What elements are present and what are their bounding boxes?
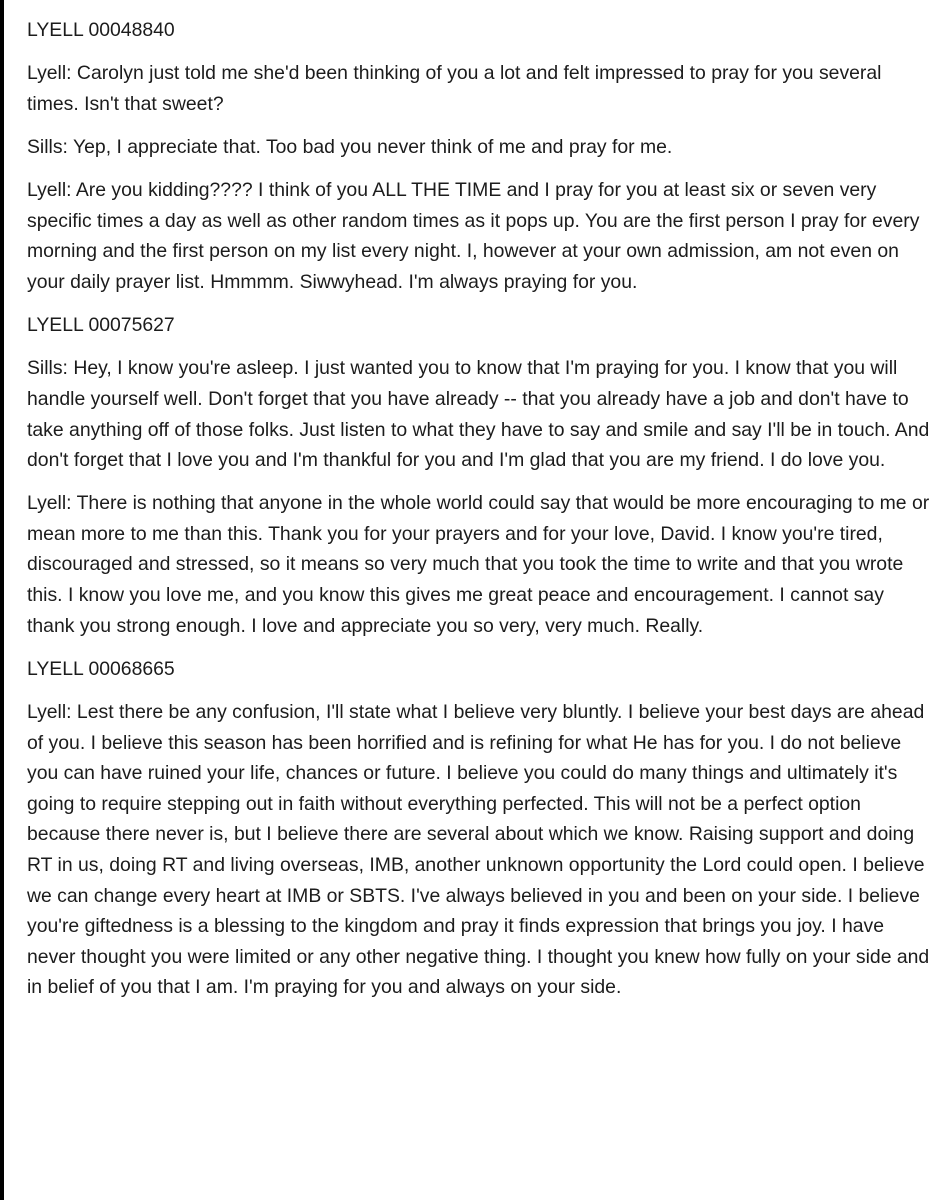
message-lyell-carolyn-prayer: Lyell: Carolyn just told me she'd been thinking of you a lot and felt impressed to pray for you several times. Isn't that sweet? [27,62,882,115]
left-border-rule [0,0,4,1200]
document-body [27,15,932,1016]
message-sills-reply: Sills: Yep, I appreciate that. Too bad you never think of me and pray for me. [27,135,673,158]
message-lyell-encouraging: Lyell: There is nothing that anyone in the whole world could say that would be more encouraging to me or mean more to me than this. Thank you for your prayers and for your love, David. I know you're tired, discouraged and stressed, so it means so very much that you took the time to write and that you wrote this. I know you love me, and you know this gives me great peace and encouragement. I cannot say thank you strong enough. I love and appreciate you so very, very much. Really. [27,492,930,637]
bates-number-3: LYELL 00068665 [27,657,175,680]
bates-number-2: LYELL 00075627 [27,314,175,337]
message-lyell-all-the-time: Lyell: Are you kidding???? I think of you ALL THE TIME and I pray for you at least six or seven very specific times a day as well as other random times as it pops up. You are the first person I pray for every morning and the first person on my list every night. I, however at your own admission, am not even on your daily prayer list. Hmmmm. Siwwyhead. I'm always praying for you. [27,179,920,293]
message-sills-praying: Sills: Hey, I know you're asleep. I just wanted you to know that I'm praying for you. I know that you will handle yourself well. Don't forget that you have already -- that you already have a job and don't have to take anything off of those folks. Just listen to what they have to say and smile and say I'll be in touch. And don't forget that I love you and I'm thankful for you and I'm glad that you are my friend. I do love you. [27,357,930,472]
bates-number-1: LYELL 00048840 [27,19,175,41]
message-lyell-bluntly: Lyell: Lest there be any confusion, I'll state what I believe very bluntly. I believe your best days are ahead of you. I believe this season has been horrified and is refining for what He has for you. I do not believe you can have ruined your life, chances or future. I believe you could do many things and ultimately it's going to require stepping out in faith without everything perfected. This will not be a perfect option because there never is, but I believe there are several about which we know. Raising support and doing RT in us, doing RT and living overseas, IMB, another unknown opportunity the Lord could open. I believe we can change every heart at IMB or SBTS. I've always believed in you and been on your side. I believe you're giftedness is a blessing to the kingdom and pray it finds expression that brings you joy. I have never thought you were limited or any other negative thing. I thought you knew how fully on your side and in belief of you that I am. I'm praying for you and always on your side. [27,701,930,999]
